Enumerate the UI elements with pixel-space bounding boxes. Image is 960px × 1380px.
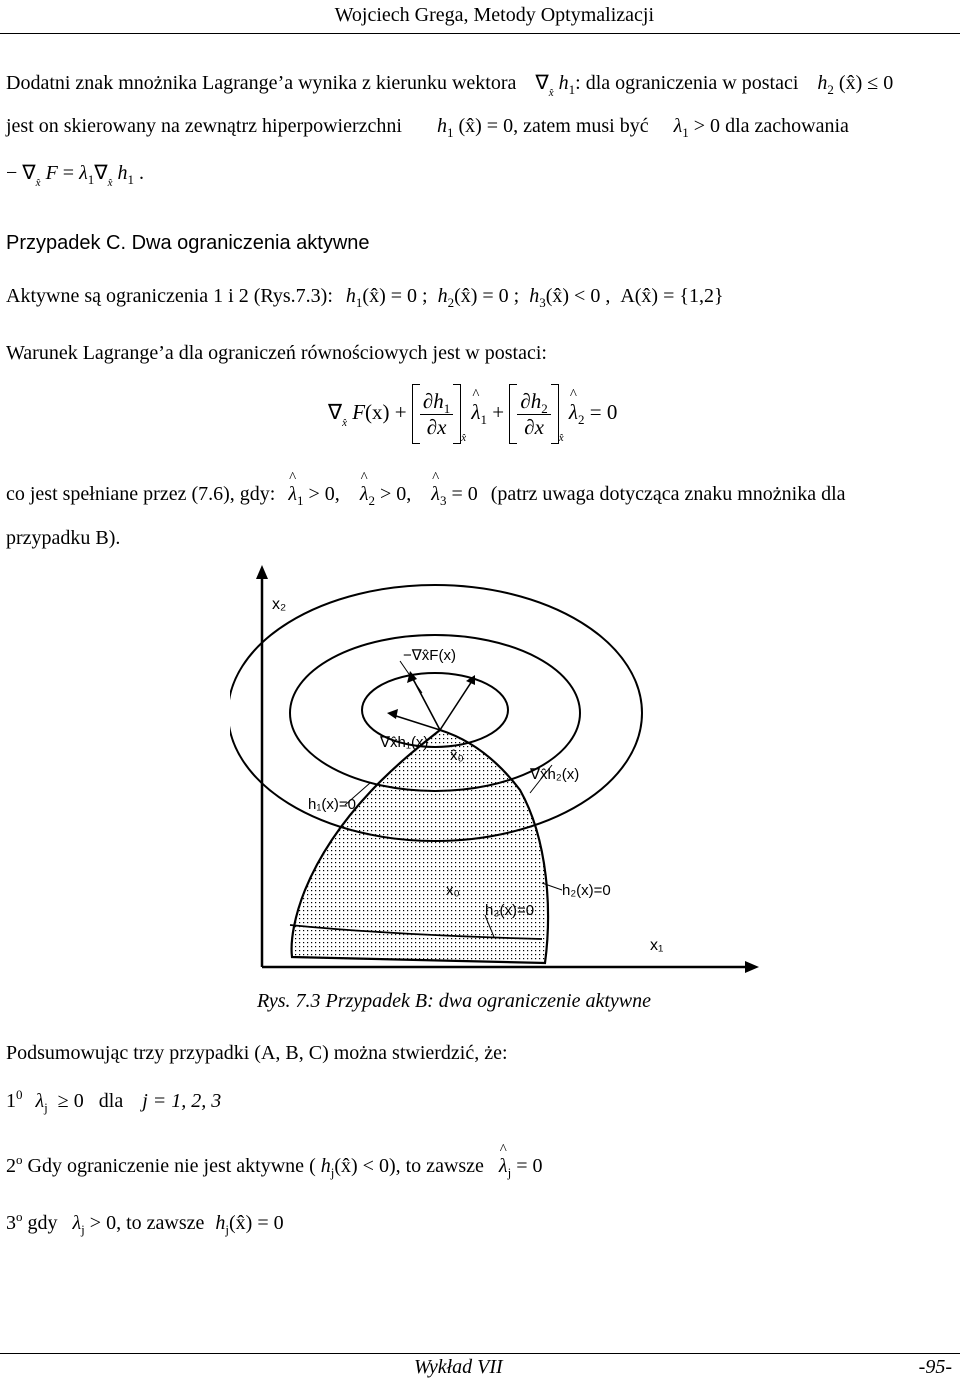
case-c-title: Przypadek C. Dwa ograniczenia aktywne — [6, 232, 370, 254]
para1-line1 — [6, 70, 894, 99]
running-header: Wojciech Grega, Metody Optymalizacji — [334, 4, 654, 26]
satisfied-text-a: co jest spełniane przez (7.6), gdy: — [6, 483, 276, 505]
summary-point-3: 3$^o$ gdy $\lambda_j > 0$, to zawsze $h_j(x̂) = 0$ — [6, 1209, 284, 1237]
vector-grad-h1-head — [387, 709, 398, 719]
footer-lecture: Wykład VII — [414, 1356, 503, 1378]
satisfied-text-c: przypadku B). — [6, 527, 121, 549]
para1-line2 — [6, 115, 849, 138]
figure-caption: Rys. 7.3 Przypadek B: dwa ograniczenie aktywne — [257, 990, 651, 1012]
lagrange-intro: Warunek Lagrange’a dla ograniczeń równościowych jest w postaci: — [6, 342, 547, 364]
para1-text-a: Dodatni znak mnożnika Lagrange’a wynika z kierunku wektora — [6, 72, 517, 94]
para1-text-b: : dla ograniczenia w postaci — [575, 72, 799, 94]
active-constraints-text: Aktywne są ograniczenia 1 i 2 (Rys.7.3): — [6, 285, 333, 307]
label-grad-h1: ∇x̂h₁(x) — [380, 734, 429, 751]
partial-h1-fraction: $\frac{\partial h_1}{\partial x}$ — [420, 389, 453, 440]
math-gradient-balance: − $\nabla_{x̂}$ $F = \lambda_1\nabla_{x̂}$ $h_1$ . — [6, 162, 145, 189]
label-h1: h₁(x)=0 — [308, 796, 356, 813]
math-active-conditions: $h_1(x̂) = 0$ ; $h_2(x̂) = 0$ ; $h_3(x̂) < 0$ , — [345, 285, 616, 310]
summary-p2-text-b: ), to zawsze — [388, 1155, 484, 1177]
partial-h2-fraction: $\frac{\partial h_2}{\partial x}$ — [517, 389, 550, 440]
bracket-left — [509, 384, 517, 444]
math-h1-eq: $h_1$ (x̂) = 0 — [436, 115, 514, 140]
summary-intro: Podsumowując trzy przypadki (A, B, C) można stwierdzić, że: — [6, 1042, 508, 1064]
math-hj-lt: $h_j(x̂) < 0$ — [315, 1155, 389, 1180]
math-h2-leq: $h_2$ (x̂) ≤ 0 — [817, 72, 894, 97]
label-x1: x₁ — [650, 937, 664, 954]
figure-rys-7-3 — [230, 565, 760, 990]
summary-p1-for: dla — [98, 1090, 124, 1112]
summary-p2-text-a: Gdy ograniczenie nie jest aktywne ( — [27, 1155, 316, 1177]
footer-rule — [0, 1353, 960, 1354]
label-x2: x₂ — [272, 596, 287, 613]
summary-point-1: $1^0$ $\lambda_j \ge 0$ dla j = 1, 2, 3 — [6, 1087, 222, 1115]
math-lambda1-gt: $\lambda_1 > 0$ — [673, 115, 721, 140]
math-hj-eq: $h_j(x̂) = 0$ — [215, 1212, 284, 1237]
label-xhat0: x̂₀ — [450, 747, 464, 764]
math-lambda-j-geq: $\lambda_j \ge 0$ — [35, 1090, 84, 1115]
math-lambda-hat-j-zero: ^ $\lambda_j = 0$ — [499, 1155, 543, 1177]
footer-page-number: -95- — [918, 1356, 952, 1378]
para1-text-e: dla zachowania — [725, 115, 849, 137]
label-grad-h2: ∇x̂h₂(x) — [530, 766, 580, 783]
active-set: A(x̂) = {1,2} — [620, 285, 724, 307]
math-lambda-values: ^ $\lambda_1 > 0$, ^ $\lambda_2 > 0$, ^ $\lambda_3 = 0$ — [288, 483, 482, 505]
axis-x2-arrow — [256, 565, 268, 579]
summary-point-2: 2$^o$ Gdy ograniczenie nie jest aktywne ( $h_j(x̂) < 0$), to zawsze ^ $\lambda_j = 0$ — [6, 1155, 543, 1178]
vector-grad-h2 — [440, 681, 472, 730]
summary-p3-text-a: gdy — [27, 1212, 58, 1234]
summary-p1-range: j = 1, 2, 3 — [142, 1090, 222, 1112]
header-rule — [0, 33, 960, 34]
satisfied-text-b: (patrz uwaga dotycząca znaku mnożnika dla — [490, 483, 846, 505]
math-lambda-j-gt: $\lambda_j > 0$ — [72, 1212, 117, 1237]
para1-text-c: jest on skierowany na zewnątrz hiperpowierzchni — [6, 115, 402, 137]
lagrange-equation: $\nabla_{x̂}$ F(x) + $\frac{\partial h_1}{\partial x}$ $_{x̂}$ ^ $\lambda_1$ + $\frac{\partial h_2}{\partial x}$ $_{x̂}$ ^ $\lambda_2 = 0$ — [328, 384, 617, 444]
label-grad-f: −∇x̂F(x) — [403, 647, 456, 664]
bracket-right — [551, 384, 559, 444]
math-grad-h1: $\nabla_{x̂}$ $h_1$ — [535, 72, 576, 99]
bracket-left — [412, 384, 420, 444]
active-constraints-line — [6, 285, 724, 308]
para1-text-d: , zatem musi być — [513, 115, 649, 137]
axis-x1-arrow — [745, 961, 759, 973]
satisfied-line — [6, 483, 846, 506]
label-h3: h₃(x)=0 — [485, 902, 535, 919]
summary-p3-text-b: , to zawsze — [116, 1212, 205, 1234]
label-h2: h₂(x)=0 — [562, 882, 611, 899]
label-x0: x₀ — [446, 882, 460, 899]
